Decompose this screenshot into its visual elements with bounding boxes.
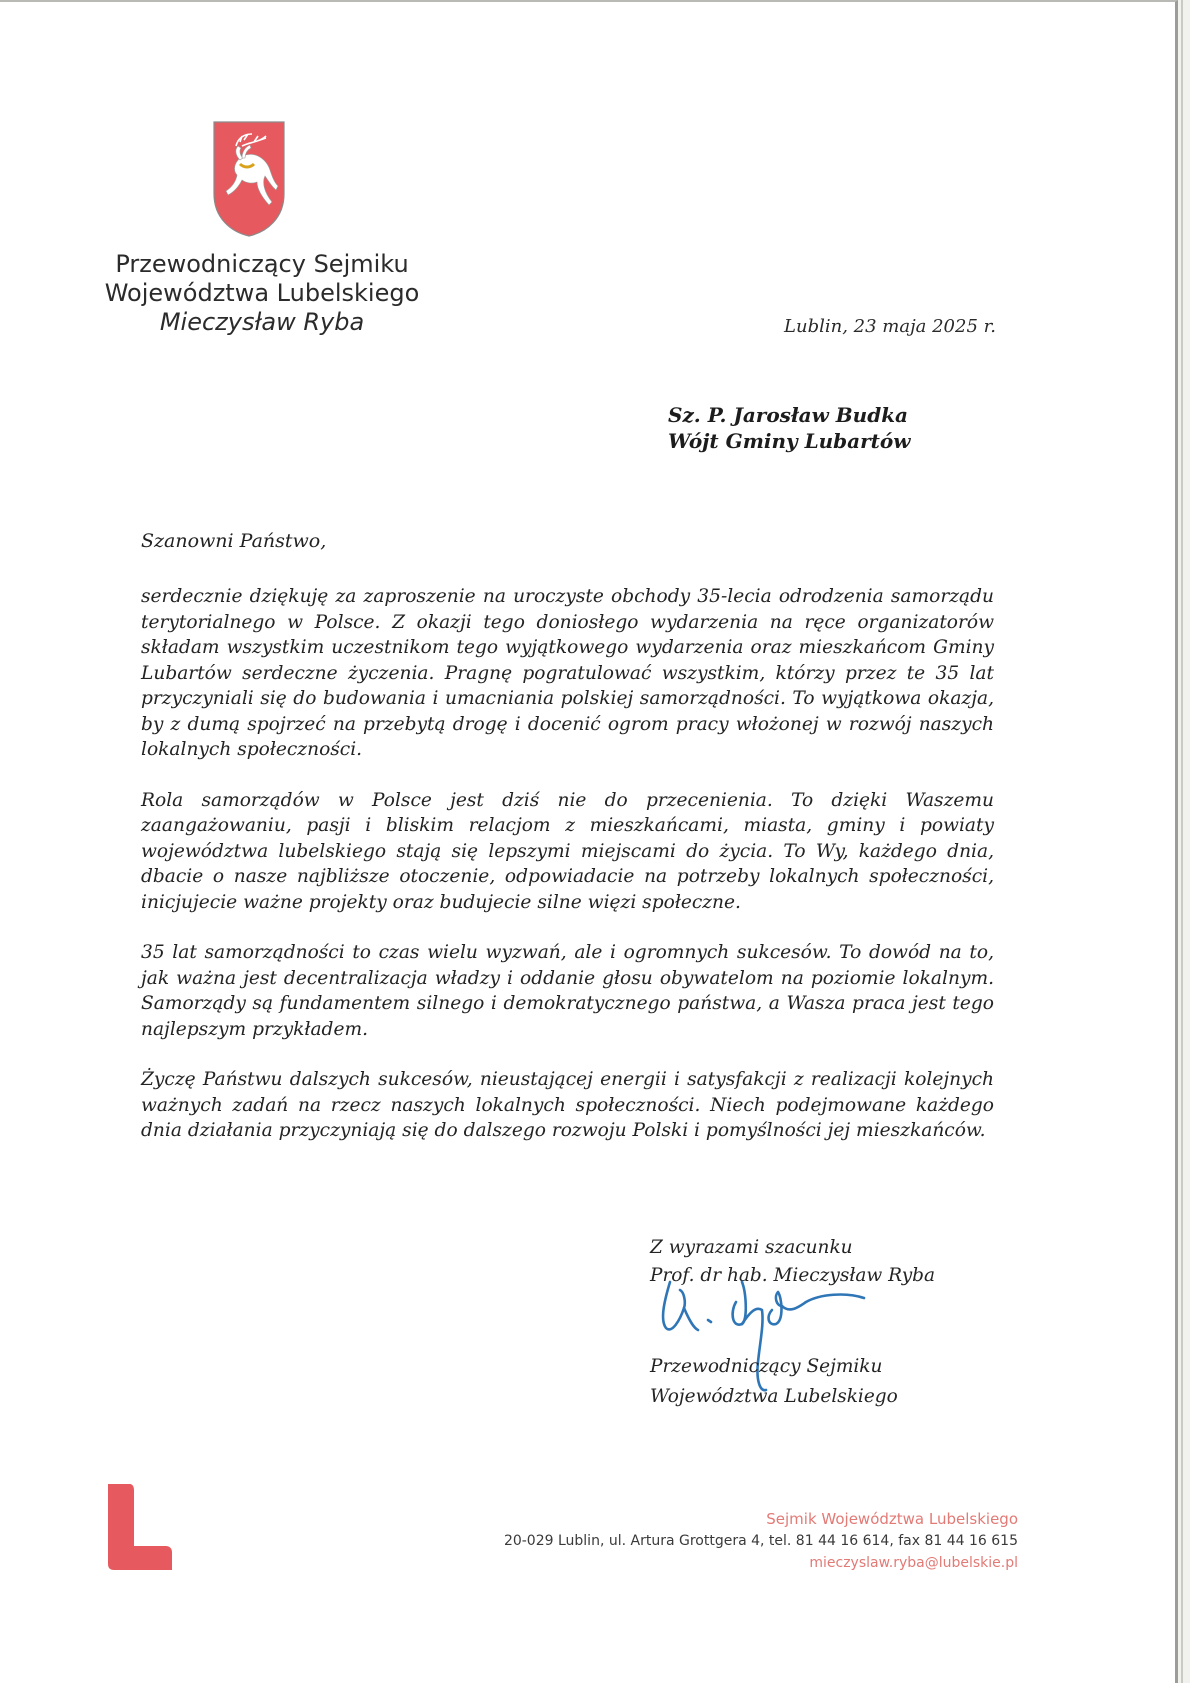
signer-title-line2: Województwa Lubelskiego [650,1386,898,1407]
scan-edge [1181,0,1183,1683]
sender-name: Mieczysław Ryba [159,308,365,336]
signer-title-block [650,1352,898,1412]
recipient-block [668,402,910,454]
recipient-title: Wójt Gminy Lubartów [668,429,911,453]
sender-block [100,250,424,337]
footer-address: 20-029 Lublin, ul. Artura Grottgera 4, tel. 81 44 16 614, fax 81 44 16 615 [503,1533,1018,1549]
signer-name: Prof. dr hab. Mieczysław Ryba [650,1265,936,1286]
salutation: Szanowni Państwo, [141,530,327,552]
recipient-name: Sz. P. Jarosław Budka [668,403,909,427]
footer-email: mieczyslaw.ryba@lubelskie.pl [809,1555,1018,1571]
sender-title-line1: Przewodniczący Sejmiku [115,250,409,278]
letter-date: Lublin, 23 maja 2025 r. [784,316,996,337]
body-paragraph: Rola samorządów w Polsce jest dziś nie do przecenienia. To dzięki Waszemu zaangażowaniu, pasji i bliskim relacjom z mieszkańcami, miasta, gminy i powiaty województwa lubelskiego stają się lepszymi miejscami do życia. To Wy, każdego dnia, dbacie o nasze najbliższe otoczenie, odpowiadacie na potrzeby lokalnych społeczności, inicjujecie ważne projekty oraz budujecie silne więzi społeczne. [141,789,994,913]
body-paragraph: serdecznie dziękuję za zaproszenie na uroczyste obchody 35-lecia odrodzenia samorządu terytorialnego w Polsce. Z okazji tego doniosłego wydarzenia na ręce organizatorów składam wszystkim uczestnikom tego wyjątkowego wydarzenia oraz mieszkańcom Gminy Lubartów serdeczne życzenia. Pragnę pogratulować wszystkim, którzy przez te 35 lat przyczyniali się do budowania i umacniania polskiej samorządności. To wyjątkowa okazja, by z dumą spojrzeć na przebytą drogę i docenić ogrom pracy włożonej w rozwój naszych lokalnych społeczności. [141,586,994,760]
signer-title-line1: Przewodniczący Sejmiku [650,1356,883,1377]
coat-of-arms-icon [212,120,286,238]
closing-phrase: Z wyrazami szacunku [650,1237,853,1258]
letter-body [141,584,994,1144]
sejmik-logo-icon [108,1484,172,1570]
sender-title-line2: Województwa Lubelskiego [104,279,420,307]
footer-org-name: Sejmik Województwa Lubelskiego [766,1510,1018,1528]
body-paragraph: 35 lat samorządności to czas wielu wyzwań, ale i ogromnych sukcesów. To dowód na to, jak ważna jest decentralizacja władzy i oddanie głosu obywatelom na poziomie lokalnym. Samorządy są fundamentem silnego i demokratycznego państwa, a Wasza praca jest tego najlepszym przykładem. [141,942,994,1040]
body-paragraph: Życzę Państwu dalszych sukcesów, nieustającej energii i satysfakcji z realizacji kolejnych ważnych zadań na rzecz naszych lokalnych społeczności. Niech podejmowane każdego dnia działania przyczyniają się do dalszego rozwoju Polski i pomyślności jej mieszkańców. [141,1069,994,1141]
footer-block [420,1508,1018,1574]
